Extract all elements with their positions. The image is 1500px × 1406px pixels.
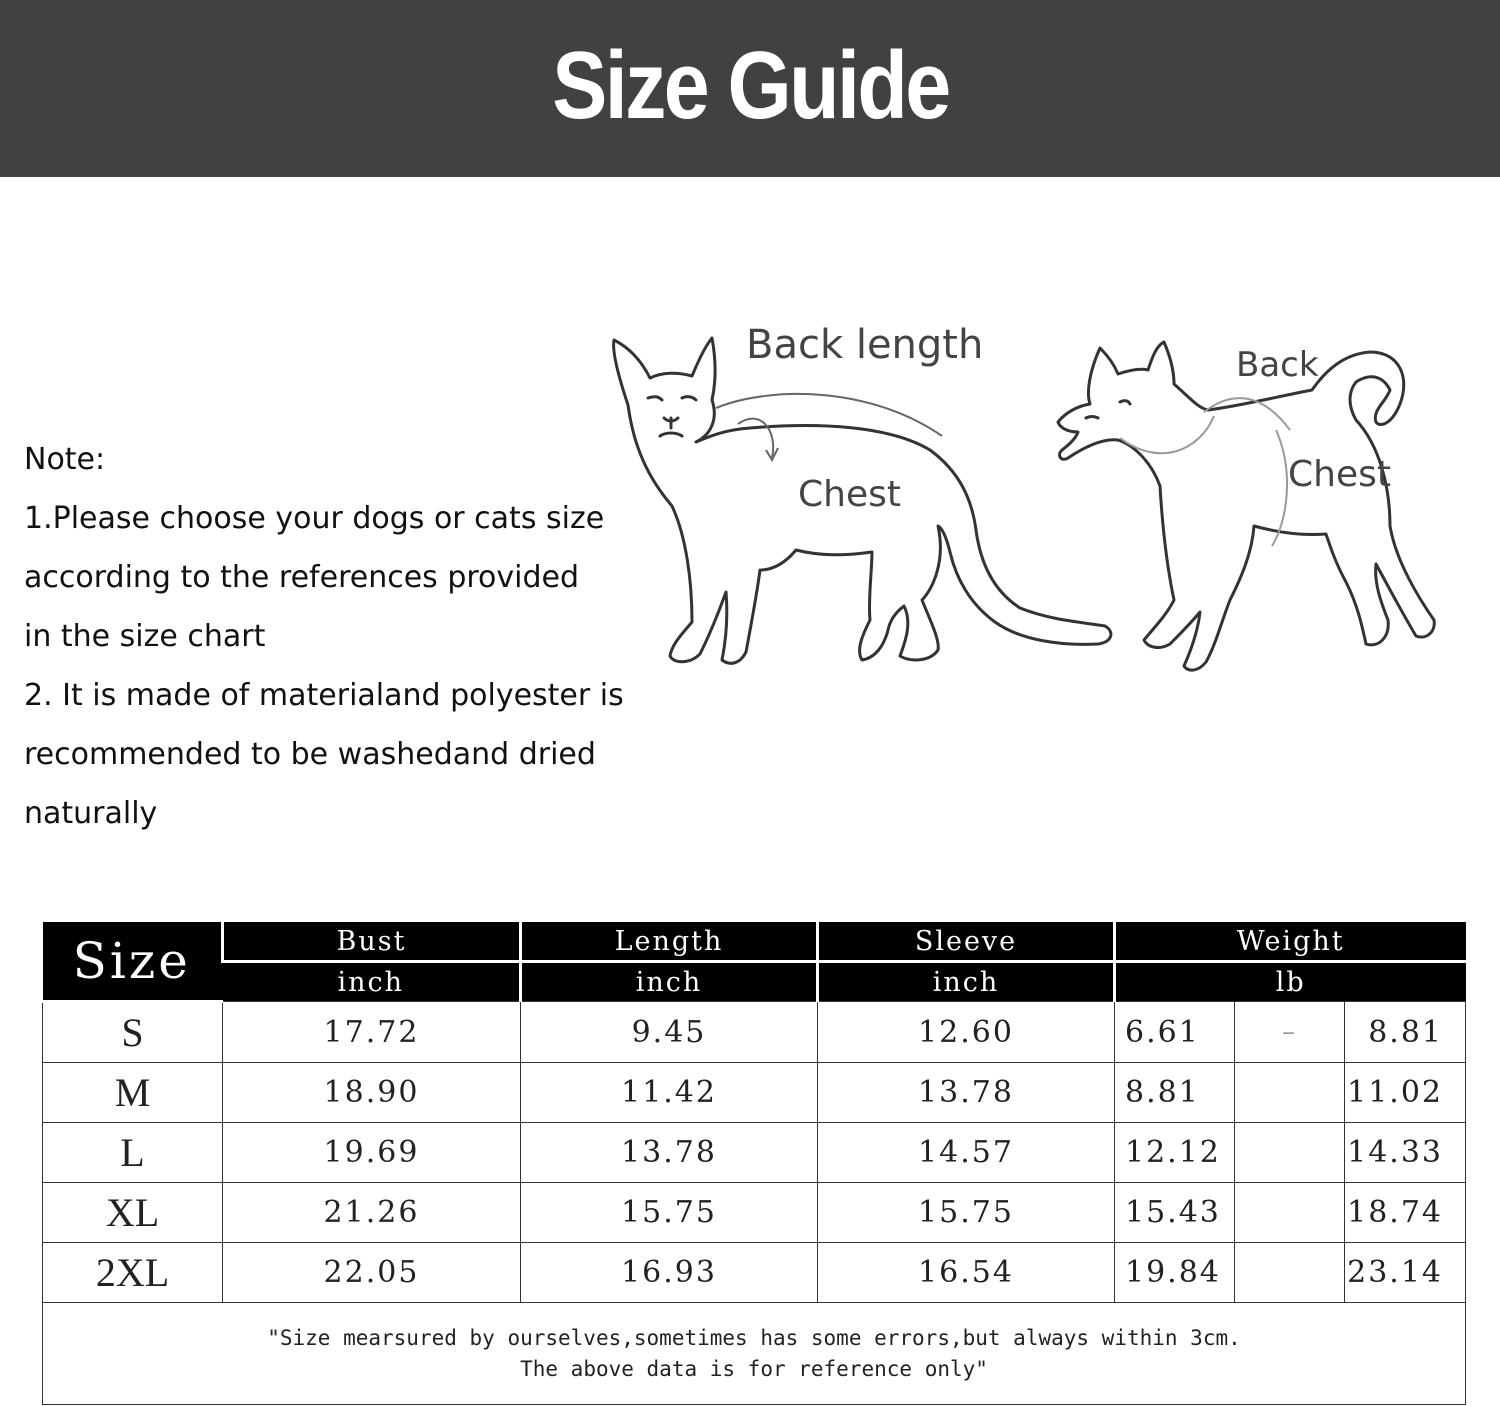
length-cell: 13.78 [521, 1123, 818, 1183]
page-title: Size Guide [551, 31, 949, 139]
bust-unit: inch [223, 962, 521, 1002]
sleeve-cell: 15.75 [818, 1183, 1115, 1243]
weight-min-cell: 6.61 [1115, 1002, 1235, 1063]
weight-separator [1235, 1183, 1345, 1243]
dog-outline [1058, 342, 1434, 670]
note-line: naturally [24, 796, 158, 831]
dog-drawing [1058, 342, 1434, 670]
sleeve-cell: 13.78 [818, 1063, 1115, 1123]
length-cell: 11.42 [521, 1063, 818, 1123]
length-cell: 15.75 [521, 1183, 818, 1243]
length-cell: 9.45 [521, 1002, 818, 1063]
dog-chest-line [1272, 430, 1287, 546]
weight-max-cell: 11.02 [1345, 1063, 1466, 1123]
size-column-header: Size [43, 922, 223, 1002]
weight-max-cell: 23.14 [1345, 1243, 1466, 1303]
note-line: according to the references provided [24, 560, 580, 595]
weight-column-header: Weight [1115, 922, 1466, 962]
weight-separator: – [1235, 1002, 1345, 1063]
dog-back-label: Back [1236, 345, 1319, 385]
table-row [43, 1123, 1466, 1183]
bust-cell: 17.72 [223, 1002, 521, 1063]
weight-min-cell: 8.81 [1115, 1063, 1235, 1123]
cat-back-length-arc [716, 394, 942, 436]
weight-separator [1235, 1243, 1345, 1303]
bust-cell: 22.05 [223, 1243, 521, 1303]
table-row [43, 1063, 1466, 1123]
header-banner [0, 0, 1500, 177]
sleeve-column-header: Sleeve [818, 922, 1115, 962]
weight-max-cell: 18.74 [1345, 1183, 1466, 1243]
note-heading: Note: [24, 442, 106, 477]
table-row [43, 1243, 1466, 1303]
bust-cell: 21.26 [223, 1183, 521, 1243]
bust-column-header: Bust [223, 922, 521, 962]
table-footnote [43, 1303, 1466, 1405]
length-cell: 16.93 [521, 1243, 818, 1303]
note-line: 2. It is made of materialand polyester is [24, 678, 624, 713]
measurement-illustration [600, 300, 1480, 700]
table-header-units [43, 962, 1466, 1002]
cat-drawing [614, 322, 1111, 663]
table-header-names [43, 922, 1466, 962]
sleeve-cell: 12.60 [818, 1002, 1115, 1063]
size-cell: XL [43, 1183, 223, 1243]
weight-max-cell: 14.33 [1345, 1123, 1466, 1183]
dog-collar [1120, 416, 1214, 453]
note-line: in the size chart [24, 619, 266, 654]
weight-min-cell: 19.84 [1115, 1243, 1235, 1303]
size-cell: M [43, 1063, 223, 1123]
note-line: 1.Please choose your dogs or cats size [24, 501, 605, 536]
weight-separator [1235, 1063, 1345, 1123]
dog-chest-label: Chest [1288, 454, 1391, 495]
size-cell: 2XL [43, 1243, 223, 1303]
cat-chest-label: Chest [798, 474, 901, 515]
care-notes [24, 430, 644, 843]
weight-unit: lb [1115, 962, 1466, 1002]
weight-min-cell: 15.43 [1115, 1183, 1235, 1243]
footnote-line-2: The above data is for reference only" [520, 1356, 988, 1381]
weight-min-cell: 12.12 [1115, 1123, 1235, 1183]
note-line: recommended to be washedand dried [24, 737, 596, 772]
length-column-header: Length [521, 922, 818, 962]
table-footnote-row [43, 1303, 1466, 1405]
table-row [43, 1183, 1466, 1243]
length-unit: inch [521, 962, 818, 1002]
sleeve-unit: inch [818, 962, 1115, 1002]
sleeve-cell: 14.57 [818, 1123, 1115, 1183]
cat-back-length-label: Back length [746, 322, 984, 368]
weight-separator [1235, 1123, 1345, 1183]
size-table [42, 922, 1466, 1405]
sleeve-cell: 16.54 [818, 1243, 1115, 1303]
footnote-line-1: "Size mearsured by ourselves,sometimes has some errors,but always within 3cm. [267, 1325, 1241, 1350]
bust-cell: 18.90 [223, 1063, 521, 1123]
size-cell: S [43, 1002, 223, 1063]
table-row [43, 1002, 1466, 1063]
weight-max-cell: 8.81 [1345, 1002, 1466, 1063]
bust-cell: 19.69 [223, 1123, 521, 1183]
size-cell: L [43, 1123, 223, 1183]
